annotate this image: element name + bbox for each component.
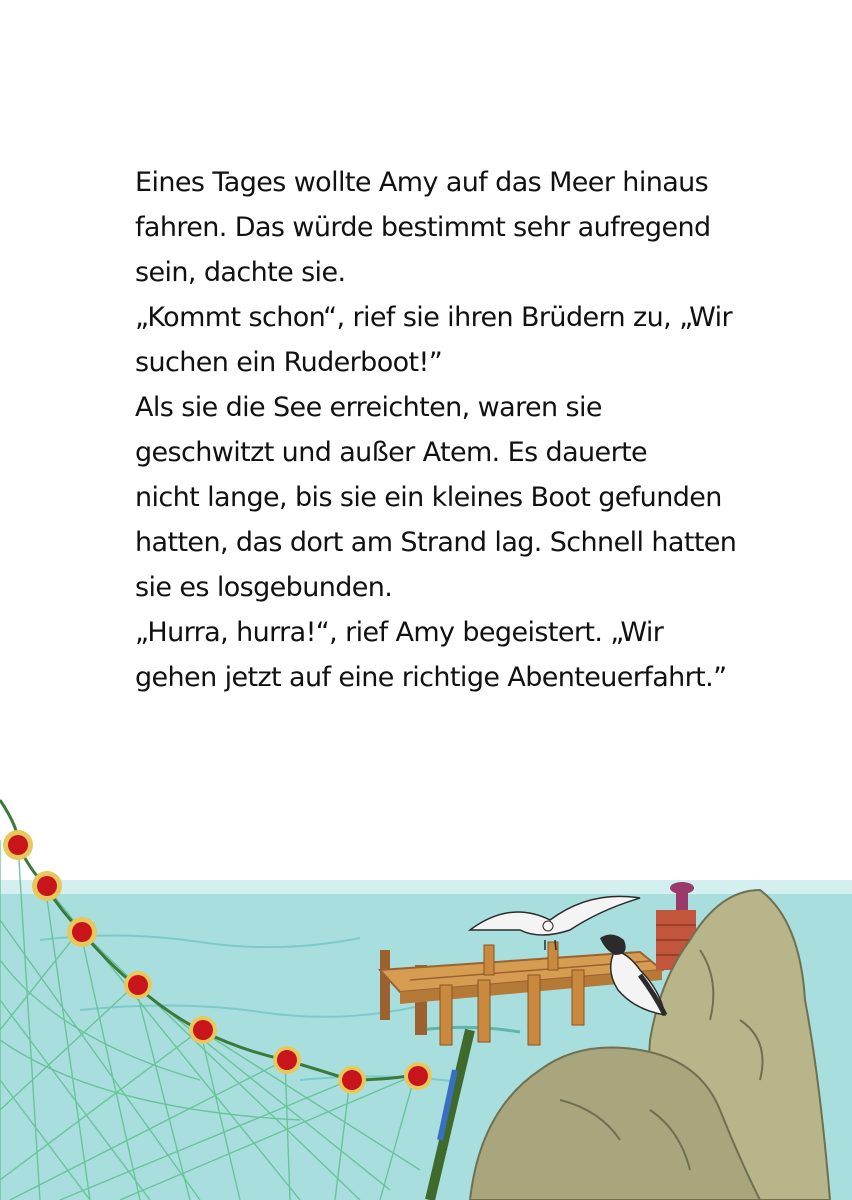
story-line: nicht lange, bis sie ein kleines Boot gefunden <box>135 482 722 513</box>
float <box>273 1046 301 1074</box>
story-line: suchen ein Ruderboot!” <box>135 347 443 378</box>
story-line: Eines Tages wollte Amy auf das Meer hinaus <box>135 167 709 198</box>
float <box>67 917 97 947</box>
story-text <box>135 160 775 700</box>
float <box>338 1066 366 1094</box>
float <box>124 971 152 999</box>
story-line: hatten, das dort am Strand lag. Schnell hatten <box>135 527 737 558</box>
float <box>32 871 62 901</box>
story-line: Als sie die See erreichten, waren sie <box>135 392 602 423</box>
harbor-illustration <box>0 780 852 1200</box>
story-line: „Hurra, hurra!“, rief Amy begeistert. „Wir <box>135 617 664 648</box>
float <box>404 1062 432 1090</box>
story-line: gehen jetzt auf eine richtige Abenteuerfahrt.” <box>135 662 727 693</box>
float <box>189 1016 217 1044</box>
story-line: sie es losgebunden. <box>135 572 393 603</box>
story-line: fahren. Das würde bestimmt sehr aufregend <box>135 212 711 243</box>
float <box>3 830 33 860</box>
story-line: geschwitzt und außer Atem. Es dauerte <box>135 437 648 468</box>
story-line: sein, dachte sie. <box>135 257 346 288</box>
story-line: „Kommt schon“, rief sie ihren Brüdern zu, „Wir <box>135 302 733 333</box>
